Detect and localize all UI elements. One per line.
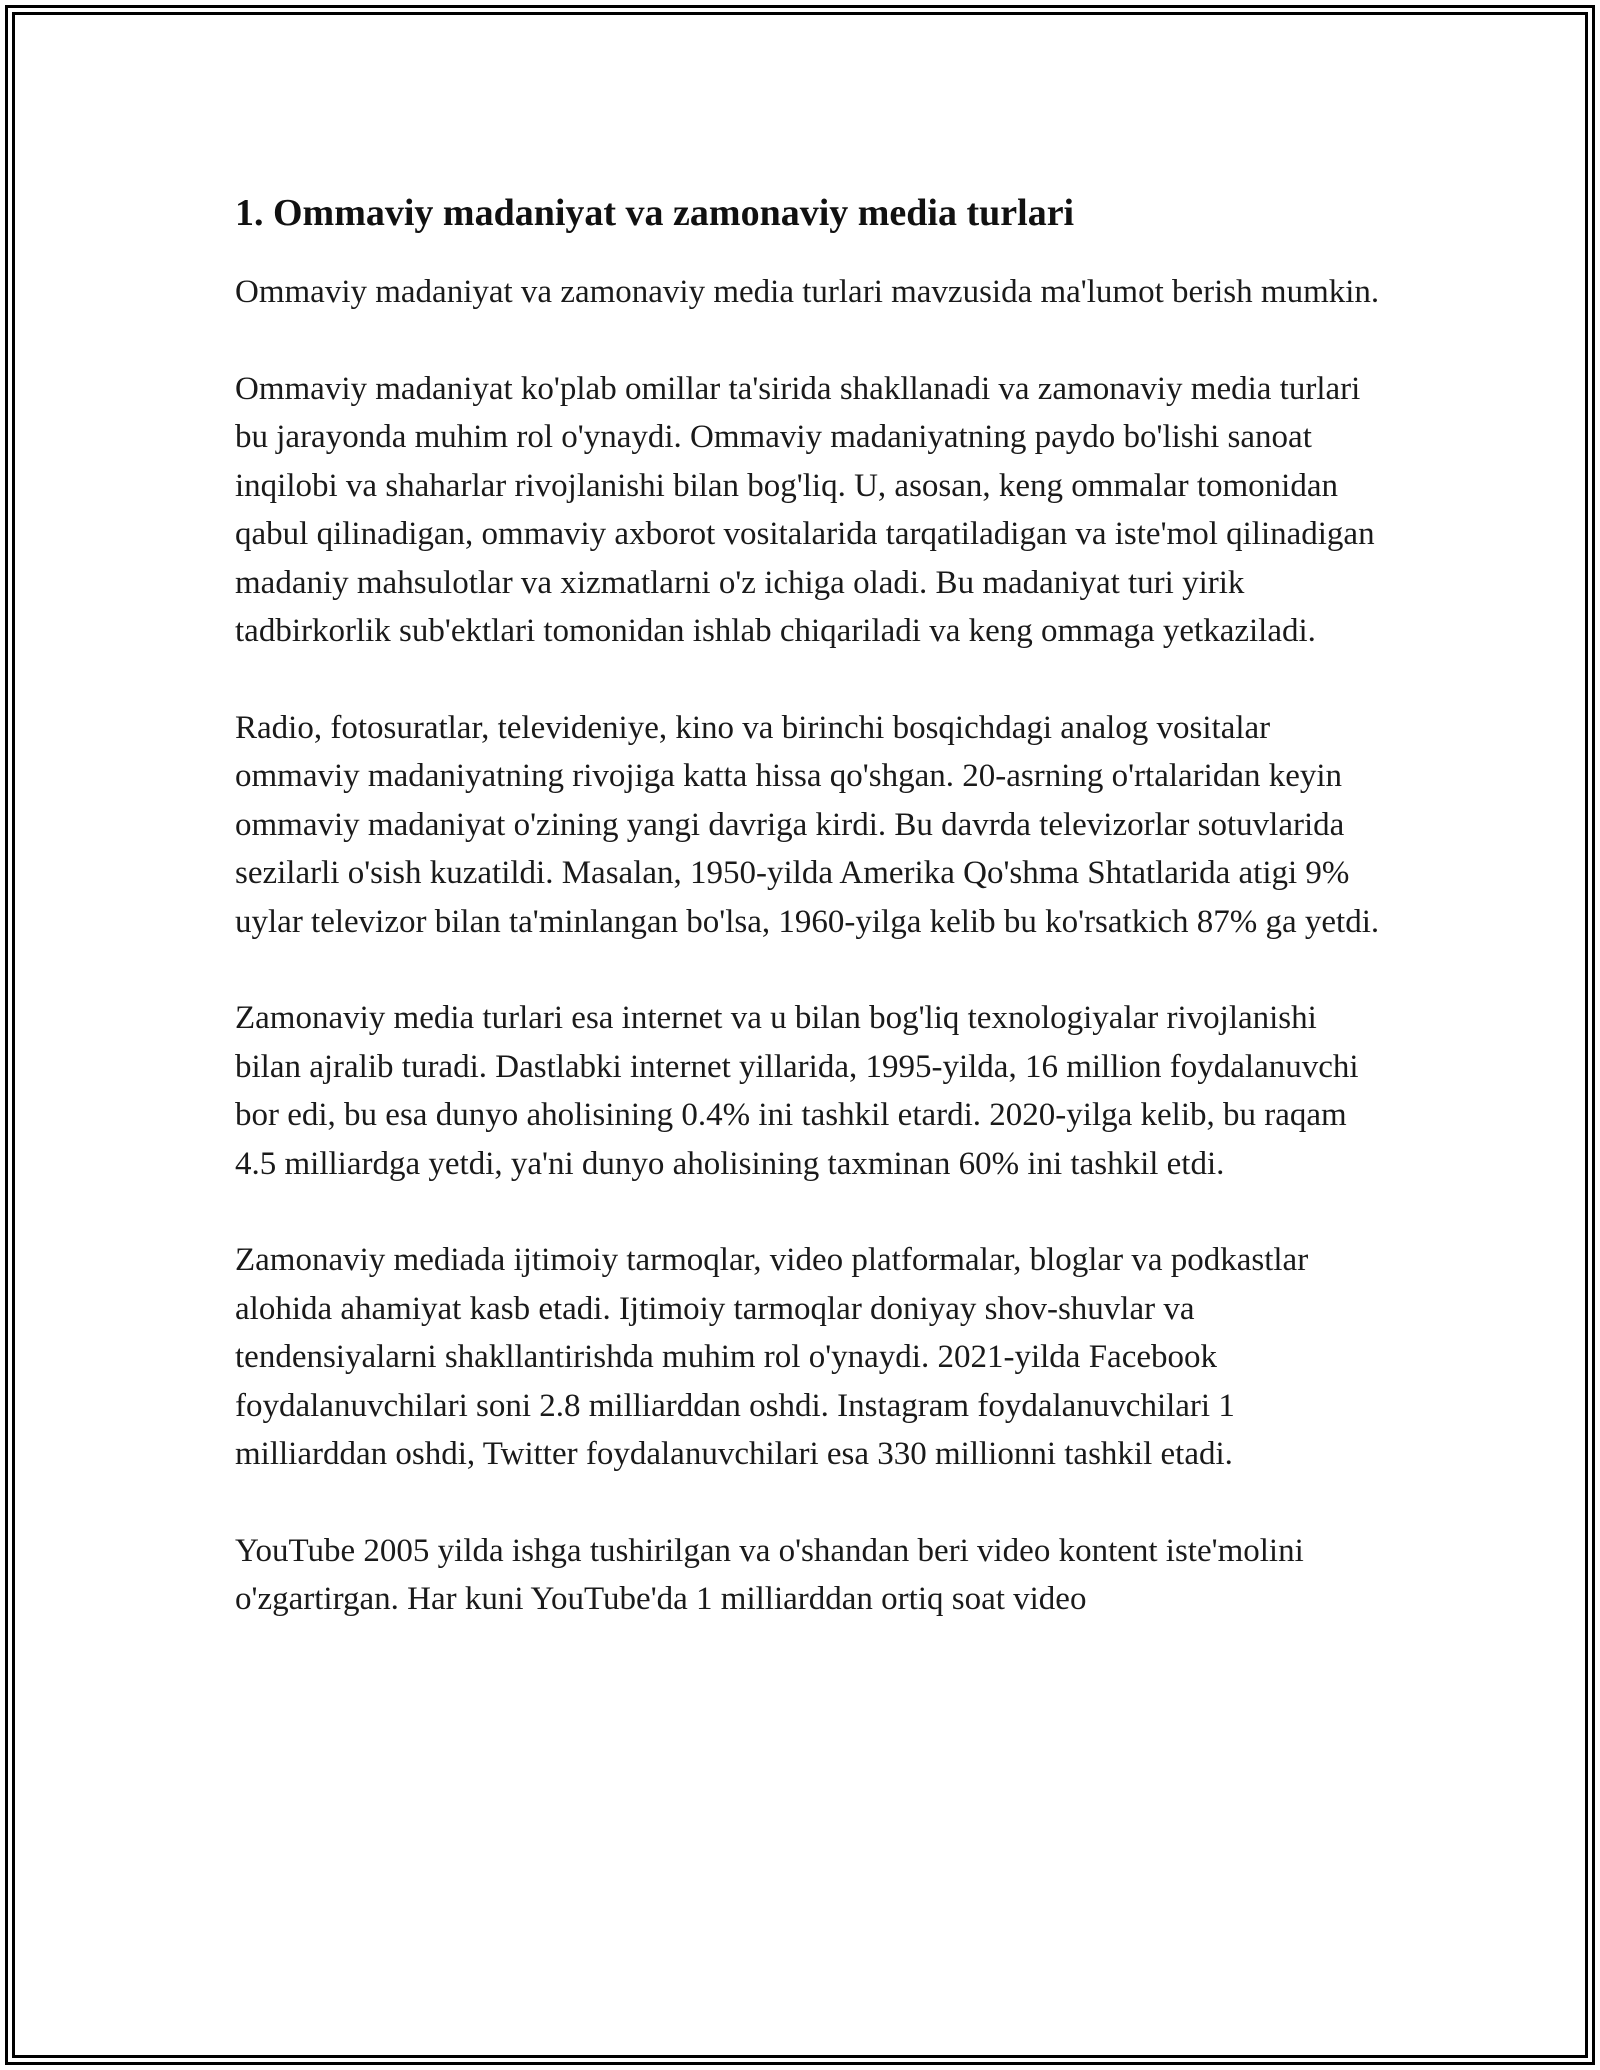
paragraph-intro: Ommaviy madaniyat va zamonaviy media turlari mavzusida ma'lumot berish mumkin.	[235, 274, 1380, 310]
paragraph-social-media: Zamonaviy mediada ijtimoiy tarmoqlar, video platformalar, bloglar va podkastlar alohida ahamiyat kasb etadi. Ijtimoiy tarmoqlar doniyay shov-shuvlar va tendensiyalarni shakllantirishda muhim rol o'ynaydi. 2021-yilda Facebook foydalanuvchilari soni 2.8 milliarddan oshdi. Instagram foydalanuvchilari 1 milliarddan oshdi, Twitter foydalanuvchilari esa 330 millionni tashkil etadi.	[235, 1242, 1309, 1472]
section-title: 1. Ommaviy madaniyat va zamonaviy media turlari	[235, 192, 1075, 234]
paragraph-mass-culture: Ommaviy madaniyat ko'plab omillar ta'sirida shakllanadi va zamonaviy media turlari bu jarayonda muhim rol o'ynaydi. Ommaviy madaniyatning paydo bo'lishi sanoat inqilobi va shaharlar rivojlanishi bilan bog'liq. U, asosan, keng ommalar tomonidan qabul qilinadigan, ommaviy axborot vositalarida tarqatiladigan va iste'mol qilinadigan madaniy mahsulotlar va xizmatlarni o'z ichiga oladi. Bu madaniyat turi yirik tadbirkorlik sub'ektlari tomonidan ishlab chiqariladi va keng ommaga yetkaziladi.	[235, 370, 1375, 649]
paragraph-youtube: YouTube 2005 yilda ishga tushirilgan va o'shandan beri video kontent iste'molini o'zgartirgan. Har kuni YouTube'da 1 milliarddan ortiq soat video	[235, 1532, 1304, 1617]
paragraph-internet: Zamonaviy media turlari esa internet va u bilan bog'liq texnologiyalar rivojlanishi bilan ajralib turadi. Dastlabki internet yillarida, 1995-yilda, 16 million foydalanuvchi bor edi, bu esa dunyo aholisining 0.4% ini tashkil etardi. 2020-yilga kelib, bu raqam 4.5 milliardga yetdi, ya'ni dunyo aholisining taxminan 60% ini tashkil etdi.	[235, 1000, 1359, 1182]
document-body	[235, 188, 1385, 1672]
paragraph-analog-media: Radio, fotosuratlar, televideniye, kino va birinchi bosqichdagi analog vositalar ommaviy madaniyatning rivojiga katta hissa qo'shgan. 20-asrning o'rtalaridan keyin ommaviy madaniyat o'zining yangi davriga kirdi. Bu davrda televizorlar sotuvlarida sezilarli o'sish kuzatildi. Masalan, 1950-yilda Amerika Qo'shma Shtatlarida atigi 9% uylar televizor bilan ta'minlangan bo'lsa, 1960-yilga kelib bu ko'rsatkich 87% ga yetdi.	[235, 709, 1380, 940]
